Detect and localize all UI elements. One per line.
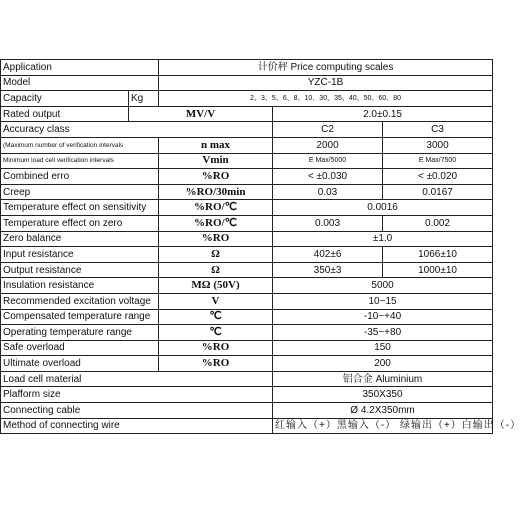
spec-unit: MV/V — [129, 106, 273, 122]
spec-label: Compensated temperature range — [1, 309, 159, 325]
spec-row-application — [1, 60, 493, 76]
spec-row-operating-temp — [1, 325, 493, 341]
spec-table — [0, 59, 521, 434]
spec-label: Ultimate overload — [1, 356, 159, 372]
spec-value-c2: 350±3 — [273, 262, 383, 278]
spec-unit: %RO — [159, 231, 273, 247]
spec-unit: n max — [159, 137, 273, 153]
spec-value: -35~+80 — [273, 325, 493, 341]
spec-unit: ℃ — [159, 309, 273, 325]
spec-label: Insulation resistance — [1, 278, 159, 294]
spec-value-c3: 0.0167 — [383, 184, 493, 200]
spec-unit: V — [159, 293, 273, 309]
spec-value-c2: E Max/5000 — [273, 153, 383, 169]
spec-label: Output resistance — [1, 262, 159, 278]
spec-unit: %RO — [159, 169, 273, 185]
spec-value: 2.0±0.15 — [273, 106, 493, 122]
spec-row-rated-output — [1, 106, 493, 122]
spec-row-insulation — [1, 278, 493, 294]
spec-value-c3: 3000 — [383, 137, 493, 153]
spec-unit: %RO/30min — [159, 184, 273, 200]
spec-unit: %RO — [159, 356, 273, 372]
spec-value: YZC-1B — [159, 75, 493, 91]
spec-row-input-resistance — [1, 247, 493, 263]
spec-value: 200 — [273, 356, 493, 372]
spec-unit: %RO — [159, 340, 273, 356]
spec-row-cable — [1, 403, 493, 419]
spec-label: Input resistance — [1, 247, 159, 263]
spec-row-model — [1, 75, 493, 91]
spec-row-excitation — [1, 293, 493, 309]
spec-label: Safe overload — [1, 340, 159, 356]
spec-row-temp-sensitivity — [1, 200, 493, 216]
spec-value: 10~15 — [273, 293, 493, 309]
spec-label: Plafform size — [1, 387, 273, 403]
spec-row-wiring — [1, 418, 493, 434]
spec-value: 计价秤 Price computing scales — [159, 60, 493, 76]
spec-value-c3: 1000±10 — [383, 262, 493, 278]
spec-unit: MΩ (50V) — [159, 278, 273, 294]
spec-value-c2: 0.003 — [273, 215, 383, 231]
spec-value: 2、3、5、6、8、10、30、35、40、50、60、80 — [159, 91, 493, 107]
spec-unit: Ω — [159, 262, 273, 278]
spec-unit: %RO/℃ — [159, 215, 273, 231]
spec-value-c2: 0.03 — [273, 184, 383, 200]
spec-unit: Kg — [129, 91, 159, 107]
spec-row-ultimate-overload — [1, 356, 493, 372]
spec-unit: Ω — [159, 247, 273, 263]
spec-label: Load cell material — [1, 371, 273, 387]
spec-label: Operating temperature range — [1, 325, 159, 341]
spec-label: Model — [1, 75, 159, 91]
spec-row-nmax — [1, 137, 493, 153]
spec-value: 0.0016 — [273, 200, 493, 216]
spec-label: Recommended excitation voltage — [1, 293, 159, 309]
spec-label: Temperature effect on zero — [1, 215, 159, 231]
spec-value-c2: 2000 — [273, 137, 383, 153]
spec-unit: %RO/℃ — [159, 200, 273, 216]
spec-row-zero-balance — [1, 231, 493, 247]
spec-row-temp-zero — [1, 215, 493, 231]
spec-unit: ℃ — [159, 325, 273, 341]
spec-label: Combined erro — [1, 169, 159, 185]
spec-row-capacity — [1, 91, 493, 107]
spec-row-vmin — [1, 153, 493, 169]
spec-value: 红输入（+）黑输入（-） 绿输出（+）白输出（-） — [273, 418, 493, 434]
spec-label: Connecting cable — [1, 403, 273, 419]
spec-value: -10~+40 — [273, 309, 493, 325]
spec-value-c2: C2 — [273, 122, 383, 138]
spec-value-c3: E Max/7500 — [383, 153, 493, 169]
spec-label: Method of connecting wire — [1, 418, 273, 434]
spec-value: 350X350 — [273, 387, 493, 403]
spec-value: Ø 4.2X350mm — [273, 403, 493, 419]
spec-label: Temperature effect on sensitivity — [1, 200, 159, 216]
spec-label: Minimum load cell verification intervals — [1, 153, 159, 169]
spec-value-c3: < ±0.020 — [383, 169, 493, 185]
spec-value: ±1.0 — [273, 231, 493, 247]
spec-unit: Vmin — [159, 153, 273, 169]
spec-value-c3: 1066±10 — [383, 247, 493, 263]
spec-value-c2: 402±6 — [273, 247, 383, 263]
spec-label: Application — [1, 60, 159, 76]
spec-label: Zero balance — [1, 231, 159, 247]
spec-row-accuracy-class — [1, 122, 493, 138]
spec-label: Capacity — [1, 91, 129, 107]
spec-row-compensated-temp — [1, 309, 493, 325]
spec-value-c2: < ±0.030 — [273, 169, 383, 185]
spec-value: 5000 — [273, 278, 493, 294]
spec-row-material — [1, 371, 493, 387]
spec-label: (Maximum number of verification intervals — [1, 137, 159, 153]
spec-value: 铝合金 Aluminium — [273, 371, 493, 387]
spec-value-c3: 0.002 — [383, 215, 493, 231]
spec-row-combined-error — [1, 169, 493, 185]
spec-row-output-resistance — [1, 262, 493, 278]
spec-row-safe-overload — [1, 340, 493, 356]
spec-label: Rated output — [1, 106, 129, 122]
spec-value-c3: C3 — [383, 122, 493, 138]
spec-label: Creep — [1, 184, 159, 200]
spec-label: Accuracy class — [1, 122, 273, 138]
spec-row-creep — [1, 184, 493, 200]
spec-row-platform-size — [1, 387, 493, 403]
spec-value: 150 — [273, 340, 493, 356]
